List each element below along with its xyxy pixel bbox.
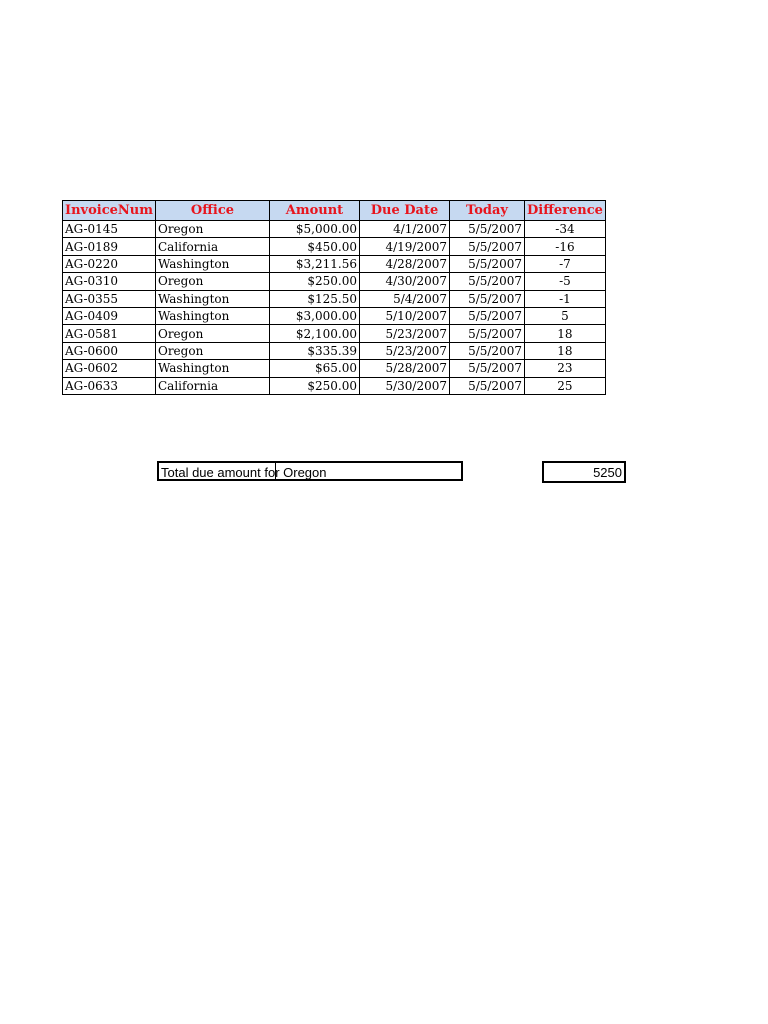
cell-due-date[interactable]: 4/19/2007 — [359, 238, 449, 255]
cell-invoicenum[interactable]: AG-0409 — [63, 307, 156, 324]
cell-due-date[interactable]: 4/30/2007 — [359, 273, 449, 290]
table-row — [63, 307, 606, 324]
cell-difference[interactable]: 25 — [524, 377, 605, 394]
cell-invoicenum[interactable]: AG-0602 — [63, 360, 156, 377]
header-row — [63, 201, 606, 221]
cell-office[interactable]: California — [155, 377, 269, 394]
cell-today[interactable]: 5/5/2007 — [449, 290, 524, 307]
cell-office[interactable]: Washington — [155, 307, 269, 324]
table-row — [63, 255, 606, 272]
cell-invoicenum[interactable]: AG-0220 — [63, 255, 156, 272]
cell-difference[interactable]: 23 — [524, 360, 605, 377]
cell-amount[interactable]: $250.00 — [269, 377, 359, 394]
table-row — [63, 290, 606, 307]
cell-today[interactable]: 5/5/2007 — [449, 238, 524, 255]
cell-today[interactable]: 5/5/2007 — [449, 325, 524, 342]
cell-difference[interactable]: -34 — [524, 221, 605, 238]
table-row — [63, 273, 606, 290]
cell-office[interactable]: California — [155, 238, 269, 255]
cell-office[interactable]: Washington — [155, 360, 269, 377]
cell-amount[interactable]: $5,000.00 — [269, 221, 359, 238]
cell-difference[interactable]: -16 — [524, 238, 605, 255]
header-invoicenum[interactable]: InvoiceNum — [63, 201, 156, 221]
table-row — [63, 325, 606, 342]
cell-today[interactable]: 5/5/2007 — [449, 221, 524, 238]
header-today[interactable]: Today — [449, 201, 524, 221]
cell-today[interactable]: 5/5/2007 — [449, 255, 524, 272]
cell-difference[interactable]: -1 — [524, 290, 605, 307]
cell-amount[interactable]: $125.50 — [269, 290, 359, 307]
cell-amount[interactable]: $3,000.00 — [269, 307, 359, 324]
total-label-text: Total due amount for Oregon — [161, 465, 327, 480]
cell-due-date[interactable]: 5/10/2007 — [359, 307, 449, 324]
cell-invoicenum[interactable]: AG-0581 — [63, 325, 156, 342]
table-row — [63, 221, 606, 238]
header-difference[interactable]: Difference — [524, 201, 605, 221]
cell-amount[interactable]: $3,211.56 — [269, 255, 359, 272]
cell-today[interactable]: 5/5/2007 — [449, 307, 524, 324]
cell-office[interactable]: Washington — [155, 290, 269, 307]
cell-office[interactable]: Oregon — [155, 325, 269, 342]
cell-office[interactable]: Washington — [155, 255, 269, 272]
table-row — [63, 377, 606, 394]
cell-invoicenum[interactable]: AG-0189 — [63, 238, 156, 255]
cell-today[interactable]: 5/5/2007 — [449, 360, 524, 377]
header-due-date[interactable]: Due Date — [359, 201, 449, 221]
cell-office[interactable]: Oregon — [155, 342, 269, 359]
total-label-cell[interactable] — [157, 461, 463, 481]
cell-difference[interactable]: 18 — [524, 325, 605, 342]
cell-amount[interactable]: $2,100.00 — [269, 325, 359, 342]
cell-office[interactable]: Oregon — [155, 221, 269, 238]
cell-today[interactable]: 5/5/2007 — [449, 273, 524, 290]
invoice-table — [62, 200, 606, 395]
cell-due-date[interactable]: 5/28/2007 — [359, 360, 449, 377]
cell-due-date[interactable]: 4/1/2007 — [359, 221, 449, 238]
cell-difference[interactable]: 5 — [524, 307, 605, 324]
cell-due-date[interactable]: 5/4/2007 — [359, 290, 449, 307]
cell-invoicenum[interactable]: AG-0600 — [63, 342, 156, 359]
cell-difference[interactable]: -7 — [524, 255, 605, 272]
cell-today[interactable]: 5/5/2007 — [449, 342, 524, 359]
cell-amount[interactable]: $65.00 — [269, 360, 359, 377]
table-row — [63, 360, 606, 377]
table-row — [63, 342, 606, 359]
total-value-cell[interactable]: 5250 — [542, 461, 626, 483]
cell-difference[interactable]: -5 — [524, 273, 605, 290]
cell-difference[interactable]: 18 — [524, 342, 605, 359]
cell-invoicenum[interactable]: AG-0355 — [63, 290, 156, 307]
cell-due-date[interactable]: 4/28/2007 — [359, 255, 449, 272]
cell-invoicenum[interactable]: AG-0310 — [63, 273, 156, 290]
cell-amount[interactable]: $335.39 — [269, 342, 359, 359]
cell-amount[interactable]: $250.00 — [269, 273, 359, 290]
header-office[interactable]: Office — [155, 201, 269, 221]
table-row — [63, 238, 606, 255]
cell-due-date[interactable]: 5/23/2007 — [359, 342, 449, 359]
cell-due-date[interactable]: 5/23/2007 — [359, 325, 449, 342]
cell-amount[interactable]: $450.00 — [269, 238, 359, 255]
cell-invoicenum[interactable]: AG-0633 — [63, 377, 156, 394]
header-amount[interactable]: Amount — [269, 201, 359, 221]
cell-due-date[interactable]: 5/30/2007 — [359, 377, 449, 394]
cell-invoicenum[interactable]: AG-0145 — [63, 221, 156, 238]
cell-today[interactable]: 5/5/2007 — [449, 377, 524, 394]
cell-office[interactable]: Oregon — [155, 273, 269, 290]
